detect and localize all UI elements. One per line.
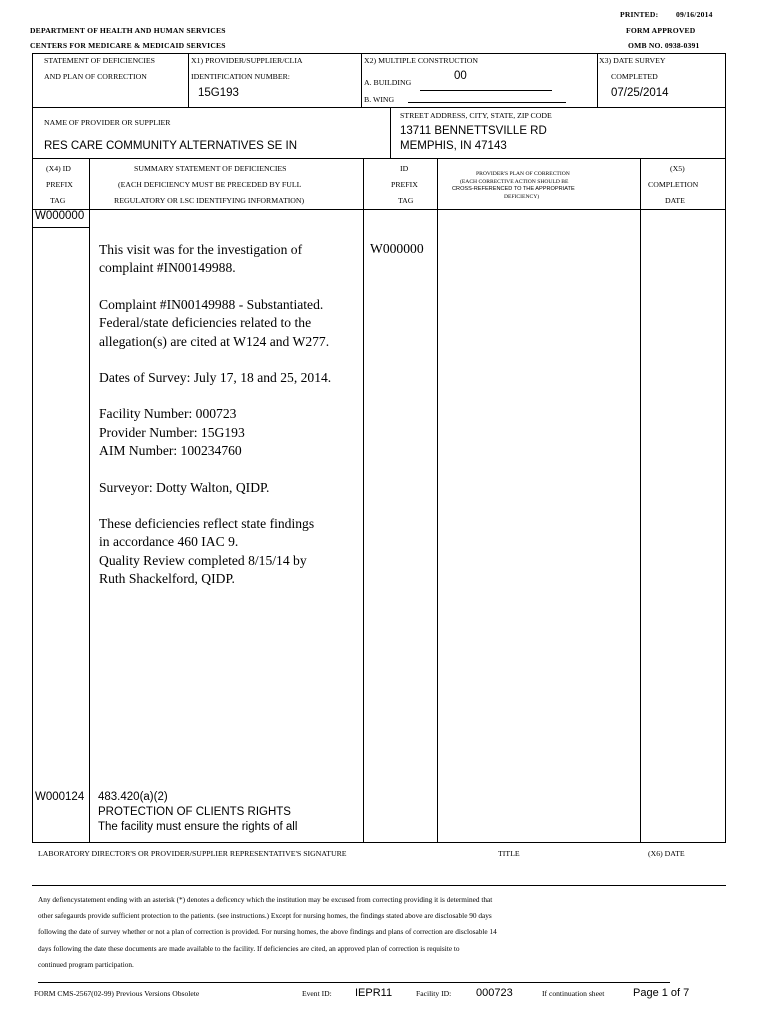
date-survey-label: X3) DATE SURVEY <box>599 56 666 65</box>
plan-header: PROVIDER'S PLAN OF CORRECTION <box>476 171 570 177</box>
x4-id-label: (X4) ID <box>46 164 71 173</box>
provider-name-value: RES CARE COMMUNITY ALTERNATIVES SE IN <box>44 140 298 152</box>
plan-instruction: (EACH CORRECTIVE ACTION SHOULD BE <box>460 179 569 185</box>
plan-deficiency: DEFICIENCY) <box>504 194 540 200</box>
x5-label: (X5) <box>670 164 685 173</box>
address-line-1: 13711 BENNETTSVILLE RD <box>400 125 547 137</box>
x4-prefix-label: PREFIX <box>46 180 73 189</box>
statement-label: STATEMENT OF DEFICIENCIES <box>44 56 155 65</box>
facility-identifiers <box>99 405 339 460</box>
printed-label: PRINTED: <box>620 10 659 19</box>
summary-regulatory: REGULATORY OR LSC IDENTIFYING INFORMATION) <box>114 196 305 205</box>
date-survey-value: 07/25/2014 <box>611 87 669 99</box>
continuation-label: If continuation sheet <box>542 989 605 998</box>
provider-id-value: 15G193 <box>198 87 239 99</box>
complaint-status: Complaint #IN00149988 - Substantiated. Federal/state deficiencies related to the allegation(s) are cited at W124 and W277. <box>99 296 330 349</box>
event-id-label: Event ID: <box>302 989 332 998</box>
regulation-title: PROTECTION OF CLIENTS RIGHTS <box>98 806 291 818</box>
plan-of-correction-label: AND PLAN OF CORRECTION <box>44 72 147 81</box>
id-tag-label: TAG <box>398 196 414 205</box>
form-approved-label: FORM APPROVED <box>626 26 696 35</box>
regulation-reference: 483.420(a)(2) <box>98 791 168 803</box>
facility-number: Facility Number: 000723 <box>99 406 237 422</box>
regulation-text: The facility must ensure the rights of all <box>98 821 298 833</box>
survey-dates: Dates of Survey: July 17, 18 and 25, 2014. <box>99 370 332 386</box>
facility-id-label: Facility ID: <box>416 989 452 998</box>
printed-date: 09/16/2014 <box>676 10 713 19</box>
event-id-value: IEPR11 <box>355 987 393 999</box>
provider-name-label: NAME OF PROVIDER OR SUPPLIER <box>44 118 171 127</box>
deficiency-tag: W000000 <box>35 210 85 222</box>
provider-id-label: X1) PROVIDER/SUPPLIER/CLIA <box>191 56 303 65</box>
disclosure-notice: Any defiencystatement ending with an asterisk (*) denotes a deficency which the institution may be excused from correcting providing it is determined that other safegaurds provide sufficient protection to the patients. (see instructions.) Except for nursing homes, the findings stated above are disclosable 90 days following the date of survey whether or not a plan of correction is provided. For nursing homes, the above findings and plans of correction are disclosable 14 days following the date these documents are made available to the facility. If deficiencies are cited, an approved plan of correction is requisite to continued program participation. <box>38 895 497 969</box>
x6-date-label: (X6) DATE <box>648 849 685 858</box>
date-label: DATE <box>665 196 685 205</box>
identification-number-label: IDENTIFICATION NUMBER: <box>191 72 290 81</box>
completion-label: COMPLETION <box>648 180 699 189</box>
provider-number: Provider Number: 15G193 <box>99 424 245 440</box>
wing-label: B. WING <box>364 95 395 104</box>
id-label: ID <box>400 164 409 173</box>
completed-label: COMPLETED <box>611 72 658 81</box>
plan-cross-reference: CROSS-REFERENCED TO THE APPROPRIATE <box>452 186 575 192</box>
signature-label: LABORATORY DIRECTOR'S OR PROVIDER/SUPPLIER REPRESENTATIVE'S SIGNATURE <box>38 849 347 858</box>
street-address-label: STREET ADDRESS, CITY, STATE, ZIP CODE <box>400 111 552 120</box>
facility-id-value: 000723 <box>476 987 513 999</box>
state-findings: These deficiencies reflect state findings in accordance 460 IAC 9. Quality Review completed 8/15/14 by Ruth Shackelford, QIDP. <box>99 516 315 587</box>
deficiency-tag-w124: W000124 <box>35 791 85 803</box>
summary-statement <box>99 241 339 607</box>
multiple-construction-label: X2) MULTIPLE CONSTRUCTION <box>364 56 479 65</box>
building-label: A. BUILDING <box>364 78 412 87</box>
form-number: FORM CMS-2567(02-99) Previous Versions Obsolete <box>34 989 200 998</box>
x4-tag-label: TAG <box>50 196 66 205</box>
department-name: DEPARTMENT OF HEALTH AND HUMAN SERVICES <box>30 26 226 35</box>
provider-tag: W000000 <box>370 241 424 256</box>
page-number: Page 1 of 7 <box>633 987 690 999</box>
aim-number: AIM Number: 100234760 <box>99 443 242 459</box>
title-label: TITLE <box>498 849 520 858</box>
summary-instruction: (EACH DEFICIENCY MUST BE PRECEDED BY FULL <box>118 180 302 189</box>
agency-name: CENTERS FOR MEDICARE & MEDICAID SERVICES <box>30 41 226 50</box>
summary-header: SUMMARY STATEMENT OF DEFICIENCIES <box>134 164 287 173</box>
omb-number: OMB NO. 0938-0391 <box>628 41 700 50</box>
visit-purpose: This visit was for the investigation of complaint #IN00149988. <box>99 242 303 276</box>
address-line-2: MEMPHIS, IN 47143 <box>400 140 507 152</box>
surveyor: Surveyor: Dotty Walton, QIDP. <box>99 479 270 495</box>
building-value: 00 <box>454 70 467 82</box>
id-prefix-label: PREFIX <box>391 180 418 189</box>
